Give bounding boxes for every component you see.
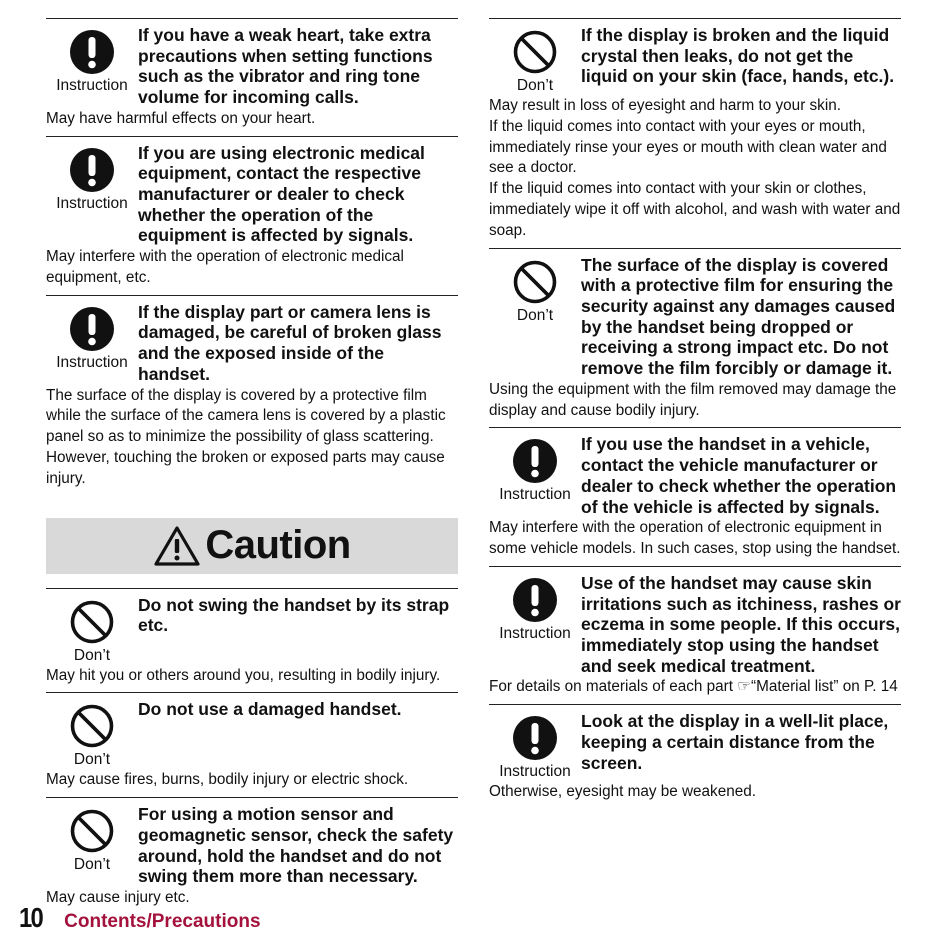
entry-description: May hit you or others around you, resulting in bodily injury. [46, 666, 441, 684]
precaution-entry [489, 18, 901, 248]
entry-icon-cell [46, 141, 138, 247]
entry-description: May interfere with the operation of electronic equipment in some vehicle models. In such cases, stop using the handset. [489, 519, 901, 557]
icon-label: Don’t [73, 751, 111, 769]
precaution-entry [489, 248, 901, 428]
entry-heading: Do not swing the handset by its strap etc. [138, 594, 450, 636]
left-top-entries [46, 18, 458, 496]
entry-heading: Look at the display in a well-lit place, keeping a certain distance from the screen. [581, 711, 889, 773]
entry-icon-cell [46, 300, 138, 385]
icon-label: Don’t [516, 306, 554, 324]
entry-description: The surface of the display is covered by a protective film while the surface of the camera lens is covered by a plastic panel so as to minimize the possibility of glass scattering. However, touching the broken or exposed parts may cause injury. [46, 386, 446, 487]
precaution-entry [489, 566, 901, 704]
entry-icon-cell [489, 432, 581, 517]
dont-prohibition-icon [69, 808, 115, 854]
entry-heading: If you are using electronic medical equipment, contact the respective manufacturer or dealer to check whether the operation of the equipment is affected by signals. [138, 142, 425, 246]
icon-label: Instruction [56, 77, 128, 94]
entry-heading: For using a motion sensor and geomagnetic sensor, check the safety around, hold the handset and do not swing them more than necessary. [138, 804, 454, 887]
entry-icon-cell [489, 23, 581, 95]
entry-heading: Use of the handset may cause skin irritations such as itchiness, rashes or eczema in some people. If this occurs, immediately stop using the handset and seek medical treatment. [581, 572, 901, 676]
entry-heading: The surface of the display is covered with a protective film for ensuring the security against any damages caused by the handset being dropped or receiving a strong impact etc. Do not remove the film forcibly or damage it. [581, 254, 896, 379]
caution-banner [46, 518, 458, 574]
entry-header [46, 593, 458, 665]
entry-header [489, 23, 901, 95]
entry-header [46, 141, 458, 247]
precaution-entry [489, 704, 901, 809]
entry-icon-cell [489, 253, 581, 379]
entry-heading: If the display part or camera lens is damaged, be careful of broken glass and the exposed inside of the handset. [138, 301, 442, 384]
entry-description: May interfere with the operation of electronic medical equipment, etc. [46, 248, 404, 286]
instruction-exclamation-icon [69, 306, 115, 352]
icon-label: Instruction [56, 194, 128, 212]
entry-header [489, 432, 901, 517]
icon-label: Don’t [73, 856, 111, 874]
precaution-entry [46, 295, 458, 496]
entry-icon-cell [46, 593, 138, 665]
entry-header [46, 802, 458, 887]
instruction-exclamation-icon [512, 715, 558, 761]
dont-prohibition-icon [512, 259, 558, 305]
icon-label: Instruction [499, 624, 571, 642]
entry-heading: If you have a weak heart, take extra precautions when setting functions such as the vibrator and ring tone volume for incoming calls. [138, 25, 433, 108]
icon-label: Instruction [56, 353, 128, 371]
entry-icon-cell [46, 23, 138, 108]
entry-header [489, 571, 901, 677]
instruction-exclamation-icon [512, 438, 558, 484]
entry-description: For details on materials of each part ☞“Material list” on P. 14 [489, 678, 898, 696]
precaution-entry [46, 18, 458, 136]
entry-heading: If you use the handset in a vehicle, contact the vehicle manufacturer or dealer to check whether the operation of the vehicle is affected by signals. [581, 434, 897, 517]
entry-icon-cell [489, 709, 581, 781]
entry-description: May result in loss of eyesight and harm to your skin. If the liquid comes into contact with your eyes or mouth, immediately rinse your eyes or mouth with clean water and see a doctor. If the liquid comes into contact with your skin or clothes, immediately wipe it off with alcohol, and wash with water and soap. [489, 97, 901, 239]
dont-prohibition-icon [69, 703, 115, 749]
precaution-entry [489, 427, 901, 565]
precaution-entry [46, 136, 458, 295]
precaution-entry [46, 588, 458, 693]
entry-heading: If the display is broken and the liquid crystal then leaks, do not get the liquid on your skin (face, hands, etc.). [581, 25, 895, 87]
right-column [489, 18, 901, 809]
dont-prohibition-icon [512, 29, 558, 75]
entry-description: May have harmful effects on your heart. [46, 109, 316, 127]
dont-prohibition-icon [69, 599, 115, 645]
icon-label: Don’t [516, 77, 554, 94]
entry-header [489, 253, 901, 379]
precaution-entry [46, 797, 458, 915]
entry-description: May cause injury etc. [46, 888, 190, 906]
page-footer [19, 902, 261, 934]
warning-triangle-icon [153, 525, 201, 567]
section-link[interactable]: Contents/Precautions [64, 911, 261, 932]
instruction-exclamation-icon [69, 29, 115, 75]
entry-icon-cell [489, 571, 581, 677]
precaution-entry [46, 692, 458, 797]
entry-icon-cell [46, 802, 138, 887]
instruction-exclamation-icon [512, 577, 558, 623]
left-bottom-entries [46, 588, 458, 915]
entry-description: Otherwise, eyesight may be weakened. [489, 783, 756, 801]
entry-description: May cause fires, burns, bodily injury or electric shock. [46, 771, 409, 789]
entry-icon-cell [46, 697, 138, 769]
entry-header [46, 23, 458, 108]
left-column [46, 18, 458, 915]
icon-label: Instruction [499, 486, 571, 504]
caution-title: Caution [205, 523, 351, 568]
entry-header [46, 697, 458, 769]
page-number: 10 [19, 902, 43, 933]
entry-heading: Do not use a damaged handset. [138, 699, 402, 720]
instruction-exclamation-icon [69, 147, 115, 193]
entry-header [489, 709, 901, 781]
icon-label: Instruction [499, 763, 571, 781]
entry-header [46, 300, 458, 385]
right-entries [489, 18, 901, 809]
entry-description: Using the equipment with the film removed may damage the display and cause bodily injury. [489, 380, 897, 419]
icon-label: Don’t [73, 646, 111, 664]
